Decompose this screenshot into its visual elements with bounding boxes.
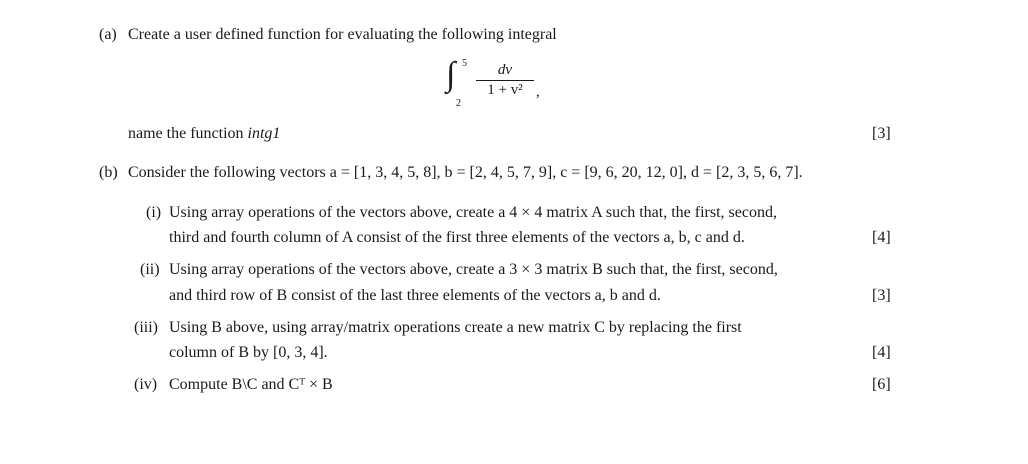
- integral-trailing-comma: ,: [536, 84, 540, 100]
- subpart-i-line2: third and fourth column of A consist of the first three elements of the vectors a, b, c and d.: [169, 229, 745, 246]
- subpart-ii-marks: [3]: [872, 287, 891, 304]
- part-a-label: (a): [99, 26, 117, 43]
- subpart-ii-line2: and third row of B consist of the last three elements of the vectors a, b and d.: [169, 287, 661, 304]
- subpart-iv-marks: [6]: [872, 376, 891, 393]
- integral-lower-limit: 2: [456, 98, 461, 109]
- integral-sign: ∫: [446, 56, 456, 93]
- subpart-iii-line1: Using B above, using array/matrix operations create a new matrix C by replacing the first: [169, 319, 742, 336]
- integral-upper-limit: 5: [462, 58, 467, 69]
- part-a-marks: [3]: [872, 125, 891, 142]
- function-name-text: name the function: [128, 125, 244, 142]
- subpart-i-line1: Using array operations of the vectors above, create a 4 × 4 matrix A such that, the first, second,: [169, 204, 777, 221]
- part-b-text: Consider the following vectors a = [1, 3, 4, 5, 8], b = [2, 4, 5, 7, 9], c = [9, 6, 20, 12, 0], d = [2, 3, 5, 6, 7].: [128, 164, 803, 181]
- subpart-iv-line1: Compute B\C and Cᵀ × B: [169, 376, 333, 393]
- integrand-numerator: dv: [476, 62, 534, 81]
- function-name-line: [128, 125, 280, 143]
- function-name: intg1: [247, 125, 281, 142]
- part-a-text: Create a user defined function for evaluating the following integral: [128, 26, 557, 43]
- integrand-denominator: 1 + v²: [487, 82, 523, 98]
- subpart-ii-label: (ii): [140, 261, 160, 278]
- part-b-label: (b): [99, 164, 118, 181]
- subpart-i-label: (i): [146, 204, 162, 221]
- subpart-iv-label: (iv): [134, 376, 158, 393]
- subpart-iii-marks: [4]: [872, 344, 891, 361]
- subpart-i-marks: [4]: [872, 229, 891, 246]
- integrand-fraction: [476, 62, 534, 99]
- subpart-iii-line2: column of B by [0, 3, 4].: [169, 344, 328, 361]
- subpart-ii-line1: Using array operations of the vectors above, create a 3 × 3 matrix B such that, the first, second,: [169, 261, 778, 278]
- subpart-iii-label: (iii): [134, 319, 158, 336]
